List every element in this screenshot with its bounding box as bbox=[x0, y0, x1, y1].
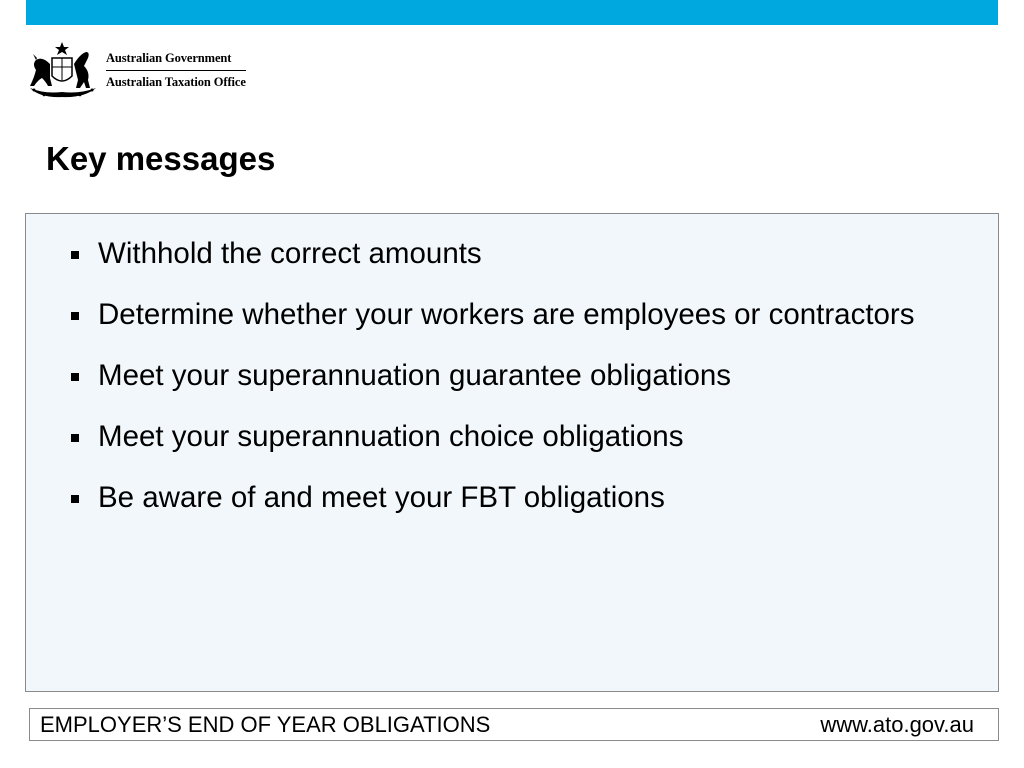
list-item bbox=[70, 350, 930, 402]
list-item bbox=[70, 411, 930, 463]
top-accent-bar bbox=[26, 0, 998, 25]
coat-of-arms-icon bbox=[24, 40, 102, 100]
footer-url: www.ato.gov.au bbox=[820, 711, 974, 737]
footer-title: EMPLOYER’S END OF YEAR OBLIGATIONS bbox=[40, 711, 491, 737]
logo-line-ato: Australian Taxation Office bbox=[106, 74, 246, 89]
list-item bbox=[70, 228, 930, 280]
list-item-text: Determine whether your workers are employees or contractors bbox=[98, 298, 915, 331]
bullet-square-icon bbox=[71, 434, 79, 442]
list-item-text: Withhold the correct amounts bbox=[98, 237, 482, 270]
bullet-square-icon bbox=[71, 251, 79, 259]
bullet-square-icon bbox=[71, 373, 79, 381]
list-item-text: Be aware of and meet your FBT obligations bbox=[98, 481, 665, 514]
list-item bbox=[70, 472, 930, 524]
bullet-square-icon bbox=[71, 312, 79, 320]
slide-title: Key messages bbox=[46, 140, 276, 177]
list-item-text: Meet your superannuation guarantee obligations bbox=[98, 359, 732, 392]
key-messages-list bbox=[70, 228, 930, 533]
bullet-square-icon bbox=[71, 495, 79, 503]
footer-bar bbox=[29, 708, 999, 741]
list-item-text: Meet your superannuation choice obligations bbox=[98, 420, 684, 453]
logo-line-government: Australian Government bbox=[106, 51, 246, 71]
list-item bbox=[70, 289, 930, 341]
ato-logo bbox=[24, 40, 264, 100]
